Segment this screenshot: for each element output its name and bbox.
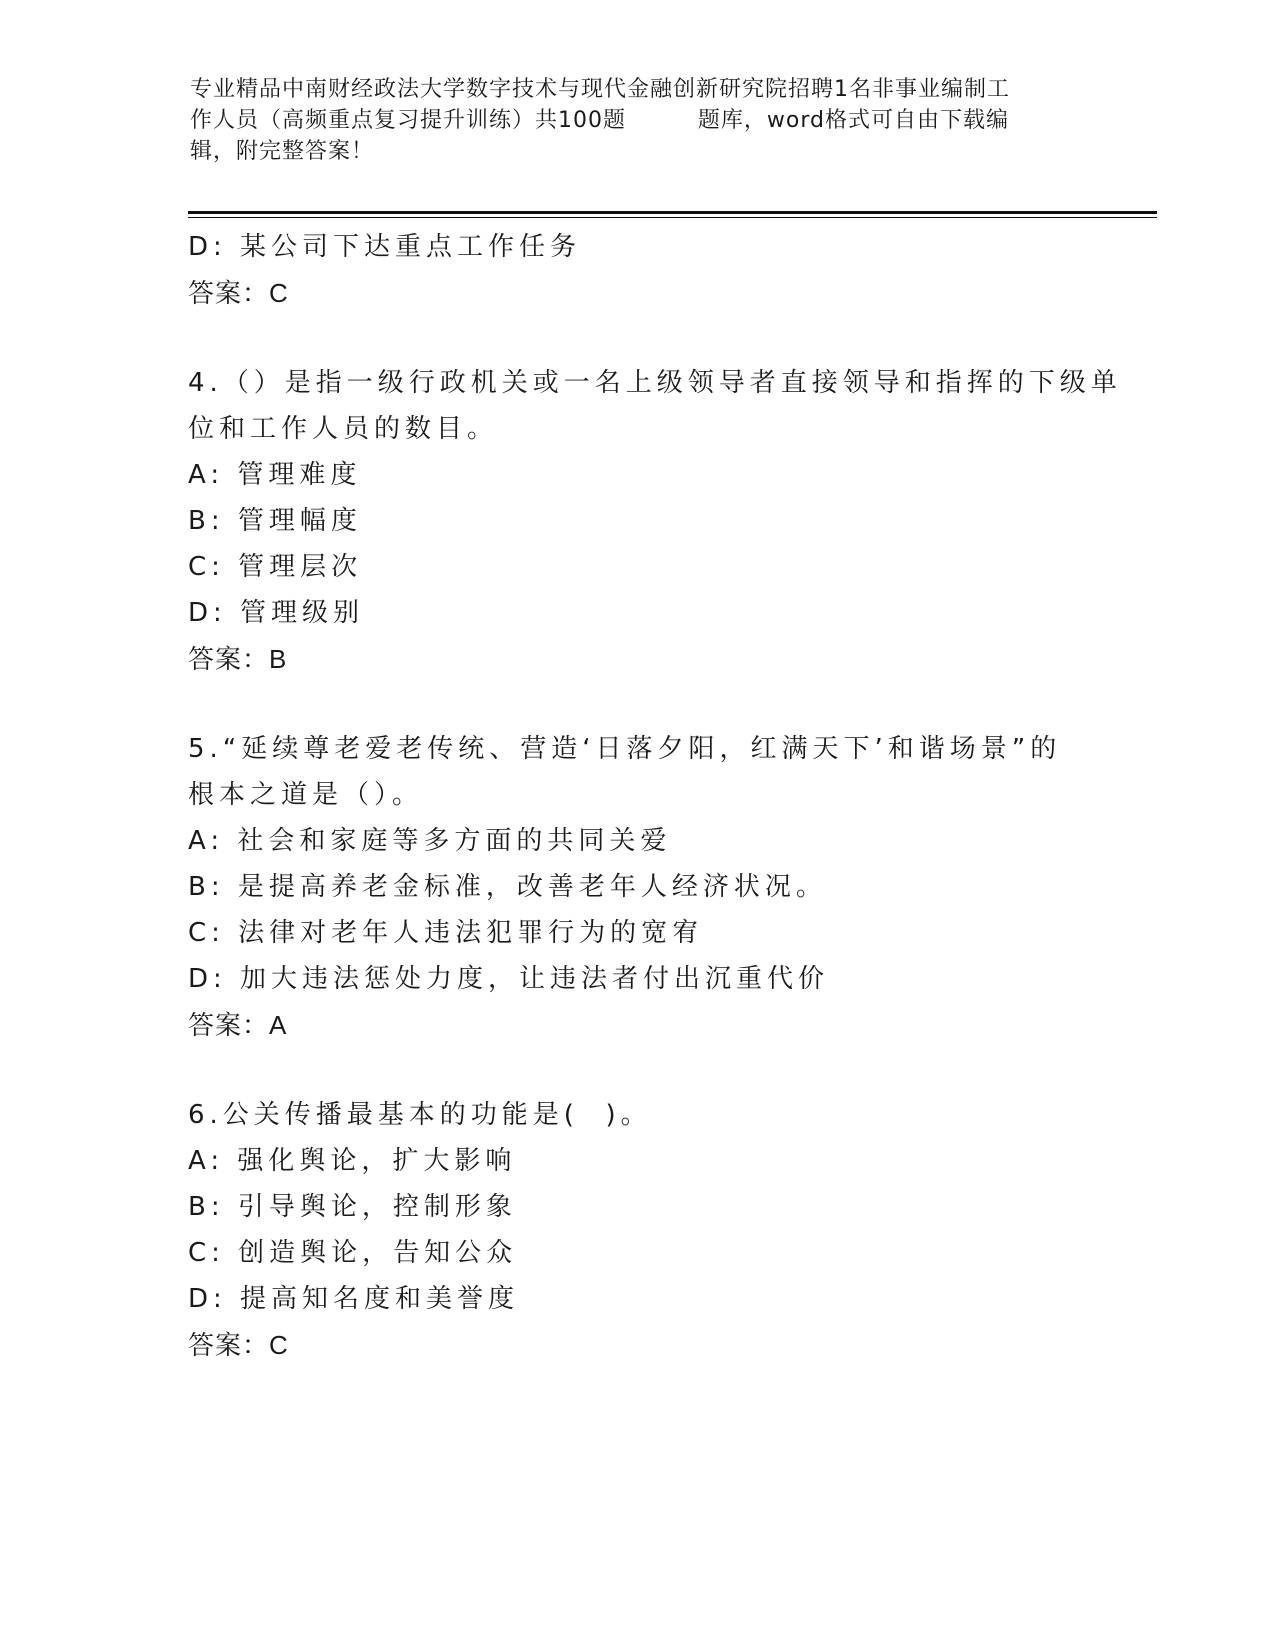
- option-d: D: 提高知名度和美誉度: [188, 1284, 520, 1314]
- header-line-2: 作人员（高频重点复习提升训练）共100题 题库，word格式可自由下载编: [190, 108, 1010, 133]
- question-4: [188, 360, 1122, 682]
- option-b: B: 引导舆论，控制形象: [188, 1192, 517, 1222]
- option-d: D: 加大违法惩处力度，让违法者付出沉重代价: [188, 964, 830, 994]
- document-header: [190, 74, 1090, 167]
- header-divider-thin: [188, 217, 1157, 218]
- option-a: A: 强化舆论，扩大影响: [188, 1146, 517, 1176]
- answer-line: 答案：B: [188, 644, 288, 674]
- question-list: [188, 224, 1122, 1368]
- question-5: [188, 726, 1088, 1048]
- option-b: B: 是提高养老金标准，改善老年人经济状况。: [188, 872, 827, 902]
- question-stem-continued: 根本之道是（）。: [188, 780, 424, 810]
- option-a: A: 社会和家庭等多方面的共同关爱: [188, 826, 672, 856]
- option-b: B: 管理幅度: [188, 506, 362, 536]
- option-c: C: 管理层次: [188, 552, 363, 582]
- header-line-3: 辑，附完整答案！: [190, 139, 375, 164]
- question-6: [188, 1092, 1088, 1368]
- header-line-1: 专业精品中南财经政法大学数字技术与现代金融创新研究院招聘1名非事业编制工: [190, 77, 1010, 102]
- option-d: D: 管理级别: [188, 598, 365, 628]
- answer-line: 答案：C: [188, 278, 289, 308]
- question-stem-continued: 位和工作人员的数目。: [188, 414, 499, 444]
- option-c: C: 创造舆论，告知公众: [188, 1238, 518, 1268]
- answer-line: 答案：C: [188, 1330, 289, 1360]
- header-divider-thick: [188, 211, 1157, 214]
- answer-line: 答案：A: [188, 1010, 288, 1040]
- spacer: [188, 682, 1088, 726]
- question-stem: 5.“延续尊老爱老传统、营造‘日落夕阳，红满天下’和谐场景”的: [188, 734, 1062, 764]
- spacer: [188, 316, 1088, 360]
- question-stem: 6.公关传播最基本的功能是( )。: [188, 1100, 652, 1130]
- question-stem: 4.（）是指一级行政机关或一名上级领导者直接领导和指挥的下级单: [188, 368, 1122, 398]
- spacer: [188, 1048, 1088, 1092]
- option-c: C: 法律对老年人违法犯罪行为的宽宥: [188, 918, 704, 948]
- option-a: A: 管理难度: [188, 460, 362, 490]
- question-3-fragment: [188, 224, 1088, 316]
- option-d: D: 某公司下达重点工作任务: [188, 232, 582, 262]
